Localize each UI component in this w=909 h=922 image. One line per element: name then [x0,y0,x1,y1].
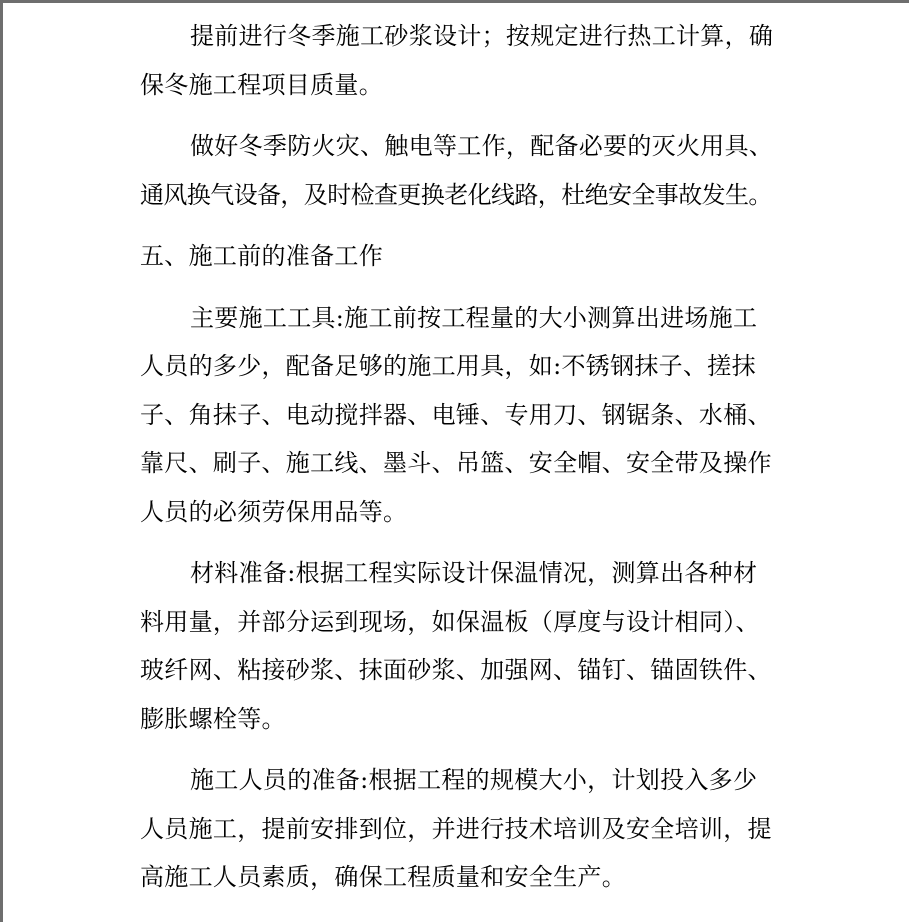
text-line: 保冬施工程项目质量。 [140,70,383,99]
text-line: 做好冬季防火灾、触电等工作，配备必要的灭火用具、 [190,132,774,160]
paragraph-fire-safety [140,122,780,219]
text-line: 子、角抹子、电动搅拌器、电锤、专用刀、钢锯条、水桶、 [140,400,772,429]
section-heading: 五、施工前的准备工作 [140,242,383,270]
paragraph-personnel [140,756,780,902]
text-line: 高施工人员素质，确保工程质量和安全生产。 [140,863,626,891]
text-line: 提前进行冬季施工砂浆设计；按规定进行热工计算，确 [190,22,774,50]
text-line: 靠尺、刷子、施工线、墨斗、吊篮、安全帽、安全带及操作 [140,449,772,477]
text-line: 人员施工，提前安排到位，并进行技术培训及安全培训，提 [140,814,772,843]
text-line: 施工人员的准备:根据工程的规模大小，计划投入多少 [190,766,758,794]
document-body [140,12,780,915]
text-line: 人员的必须劳保用品等。 [140,497,408,526]
paragraph-materials [140,549,780,743]
text-line: 材料准备:根据工程实际设计保温情况，测算出各种材 [190,559,758,587]
text-line: 主要施工工具:施工前按工程量的大小测算出进场施工 [190,303,758,332]
text-line: 膨胀螺栓等。 [140,704,286,733]
text-line: 人员的多少，配备足够的施工用具，如:不锈钢抹子、搓抹 [140,352,756,380]
text-line: 料用量，并部分运到现场，如保温板（厚度与设计相同）、 [140,607,760,636]
paragraph-tools [140,294,780,537]
paragraph-winter-mortar [140,12,780,109]
text-line: 通风换气设备，及时检查更换老化线路，杜绝安全事故发生。 [140,180,772,209]
text-line: 玻纤网、粘接砂浆、抹面砂浆、加强网、锚钉、锚固铁件、 [140,656,772,684]
